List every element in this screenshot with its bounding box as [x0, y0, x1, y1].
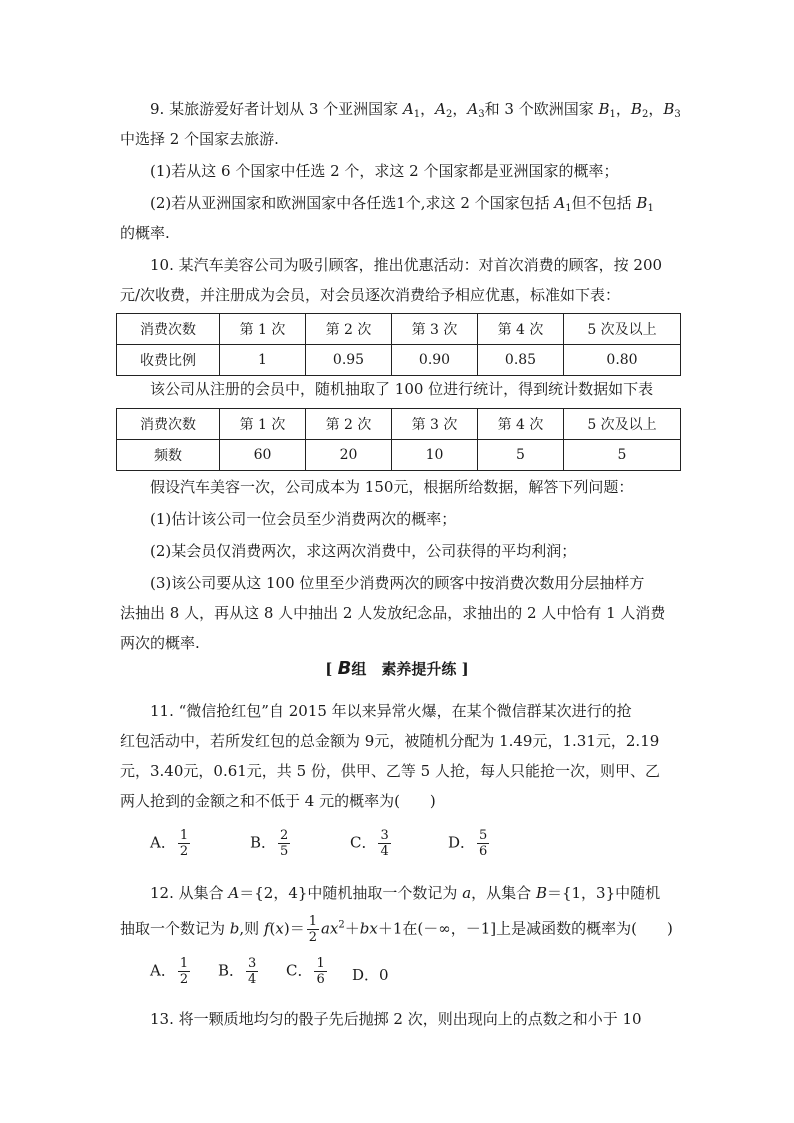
table-cell: 第 4 次: [478, 314, 564, 345]
numerator: 3: [248, 956, 257, 971]
fraction: [378, 828, 390, 859]
numerator: 3: [380, 828, 389, 843]
var-b: B: [663, 100, 675, 118]
section-title: 组 素养提升练: [351, 660, 457, 678]
table-cell: 收费比例: [117, 345, 220, 376]
q9-text: (2)若从亚洲国家和欧洲国家中各任选1个,求这 2 个国家包括: [150, 194, 555, 212]
subscript: 1: [413, 109, 421, 120]
subscript: 1: [565, 203, 572, 214]
q10-part-3: (3)该公司要从这 100 位里至少消费两次的顾客中按消费次数用分层抽样方: [150, 574, 645, 592]
q12-option-d: [352, 964, 389, 986]
term-bx: bx: [359, 919, 378, 938]
var-b: B: [598, 100, 610, 118]
numerator: 5: [479, 828, 488, 843]
table-row: [117, 345, 681, 376]
q9-line-2: 中选择 2 个国家去旅游.: [120, 130, 279, 148]
bracket-close: ]: [456, 660, 469, 678]
q12-text: 12. 从集合: [150, 884, 229, 902]
table-cell: 20: [306, 440, 392, 471]
var-lower-a: a: [462, 884, 472, 902]
subscript: 3: [674, 109, 681, 120]
numerator: 2: [280, 828, 289, 843]
denominator: 6: [479, 844, 488, 859]
q9-part-1: (1)若从这 6 个国家中任选 2 个，求这 2 个国家都是亚洲国家的概率；: [150, 162, 619, 180]
denominator: 2: [179, 972, 189, 987]
q12-text: ，从集合: [471, 884, 536, 902]
table-cell: 0.80: [564, 345, 681, 376]
fraction: [477, 828, 489, 859]
q11-line-3: 元，3.40元，0.61元，共 5 份，供甲、乙等 5 人抢，每人只能抢一次，则甲、乙: [120, 762, 660, 780]
var-a: A: [467, 100, 479, 118]
table-cell: 第 3 次: [392, 409, 478, 440]
term-ax: ax: [320, 919, 339, 938]
var-a: A: [402, 100, 414, 118]
q12-option-c: [286, 956, 329, 987]
numerator: 1: [308, 914, 317, 929]
numerator: 1: [179, 828, 189, 843]
equals: ＝: [289, 919, 305, 938]
q13-line-1: 13. 将一颗质地均匀的骰子先后抛掷 2 次，则出现向上的点数之和小于 10: [150, 1010, 642, 1028]
q10-assume: 假设汽车美容一次，公司成本为 150元，根据所给数据，解答下列问题：: [150, 478, 634, 496]
group-b-mark: B: [337, 658, 352, 679]
subscript: 3: [478, 109, 485, 120]
q12-text: 抽取一个数记为: [120, 919, 230, 938]
table-cell: 0.90: [392, 345, 478, 376]
q12-text: ＝{2，4}中随机抽取一个数记为: [239, 884, 463, 902]
q12-text: ＋1在(－∞，－1]上是减函数的概率为( ): [377, 919, 673, 938]
option-label: A．: [150, 833, 176, 852]
q10-line-1: 10. 某汽车美容公司为吸引顾客，推出优惠活动：对首次消费的顾客，按 200: [150, 256, 663, 274]
option-value: 0: [379, 966, 389, 984]
exponent: 2: [338, 919, 345, 931]
q10-part-1: (1)估计该公司一位会员至少消费两次的概率；: [150, 510, 457, 528]
option-label: C．: [350, 833, 377, 852]
option-label: C．: [286, 961, 313, 980]
bracket-open: [: [325, 660, 338, 678]
denominator: 6: [316, 972, 325, 987]
option-label: B．: [218, 961, 245, 980]
table-cell: 60: [220, 440, 306, 471]
q11-line-1: 11. “微信抢红包”自 2015 年以来异常火爆，在某个微信群某次进行的抢: [150, 702, 632, 720]
q12-option-b: [218, 956, 260, 987]
frequency-table: [116, 408, 681, 471]
table-cell: 0.85: [478, 345, 564, 376]
option-label: D．: [448, 833, 476, 852]
numerator: 1: [316, 956, 325, 971]
table-cell: 第 1 次: [220, 409, 306, 440]
q10-mid: 该公司从注册的会员中，随机抽取了 100 位进行统计，得到统计数据如下表: [150, 380, 654, 398]
option-label: D．: [352, 966, 380, 984]
table-cell: 0.95: [306, 345, 392, 376]
table-cell: 5 次及以上: [564, 314, 681, 345]
plus: ＋: [344, 919, 360, 938]
q9-line-1: [150, 98, 710, 126]
table-cell: 消费次数: [117, 409, 220, 440]
var-a: A: [554, 194, 566, 212]
q9-text: 但不包括: [571, 194, 637, 212]
comma: ，: [615, 100, 631, 118]
q11-option-c: [350, 828, 393, 859]
table-cell: 5: [564, 440, 681, 471]
table-cell: 第 2 次: [306, 314, 392, 345]
q11-line-4: 两人抢到的金额之和不低于 4 元的概率为( ): [120, 792, 436, 810]
var-b: B: [636, 194, 648, 212]
option-label: A．: [150, 961, 176, 980]
comma: ，: [420, 100, 436, 118]
q11-option-a: [150, 828, 192, 859]
fraction: [178, 828, 190, 859]
var-b: B: [535, 884, 547, 902]
denominator: 2: [308, 930, 317, 945]
q9-text: 和 3 个欧洲国家: [484, 100, 599, 118]
var-x: x: [275, 919, 284, 938]
q11-option-b: [250, 828, 292, 859]
func-f: f: [263, 919, 270, 938]
subscript: 1: [609, 109, 616, 120]
fraction: [278, 828, 290, 859]
q10-part-3-end: 两次的概率.: [120, 634, 200, 652]
option-label: B．: [250, 833, 277, 852]
table-cell: 1: [220, 345, 306, 376]
table-cell: 频数: [117, 440, 220, 471]
fraction: [178, 956, 190, 987]
table-cell: 第 3 次: [392, 314, 478, 345]
q12-text: ,则: [239, 919, 264, 938]
table-cell: 第 2 次: [306, 409, 392, 440]
q12-line-2: 抽取一个数记为 b,则 f(x)＝ $\frac{1}{2}$ $ax^2+bx+1$在(－∞，－1]上是减函数的概率为( ): [120, 914, 673, 945]
q12-option-a: [150, 956, 192, 987]
denominator: 5: [280, 844, 289, 859]
q9-text: 9. 某旅游爱好者计划从 3 个亚洲国家: [150, 100, 403, 118]
subscript: 2: [446, 109, 453, 120]
subscript: 1: [647, 203, 654, 214]
table-cell: 10: [392, 440, 478, 471]
table-row: [117, 440, 681, 471]
table-cell: 5: [478, 440, 564, 471]
q9-part-2: [150, 192, 710, 220]
table-cell: 第 1 次: [220, 314, 306, 345]
q12-line-1: [150, 882, 710, 904]
fee-table: [116, 313, 681, 376]
var-b: B: [630, 100, 642, 118]
table-cell: 5 次及以上: [564, 409, 681, 440]
q10-part-3-cont: 法抽出 8 人，再从这 8 人中抽出 2 人发放纪念品，求抽出的 2 人中恰有 1 人消费: [120, 604, 666, 622]
numerator: 1: [179, 956, 189, 971]
q11-line-2: 红包活动中，若所发红包的总金额为 9元，被随机分配为 1.49元，1.31元，2.19: [120, 732, 660, 750]
denominator: 2: [179, 844, 189, 859]
section-header: [0, 658, 794, 679]
denominator: 4: [248, 972, 257, 987]
denominator: 4: [380, 844, 389, 859]
table-row: [117, 314, 681, 345]
q10-part-2: (2)某会员仅消费两次，求这两次消费中，公司获得的平均利润；: [150, 542, 577, 560]
fraction-half: [307, 914, 319, 945]
q11-option-d: [448, 828, 491, 859]
q12-text: ＝{1，3}中随机: [546, 884, 661, 902]
comma: ，: [452, 100, 468, 118]
comma: ，: [648, 100, 664, 118]
fraction: [314, 956, 326, 987]
table-cell: 消费次数: [117, 314, 220, 345]
q9-part-2-end: 的概率.: [120, 224, 170, 242]
q10-line-2: 元/次收费，并注册成为会员，对会员逐次消费给予相应优惠，标准如下表：: [120, 286, 621, 304]
table-row: [117, 409, 681, 440]
subscript: 2: [641, 109, 649, 120]
fraction: [246, 956, 258, 987]
var-a: A: [228, 884, 240, 902]
table-cell: 第 4 次: [478, 409, 564, 440]
var-lower-b: b: [229, 919, 240, 938]
var-a: A: [435, 100, 447, 118]
